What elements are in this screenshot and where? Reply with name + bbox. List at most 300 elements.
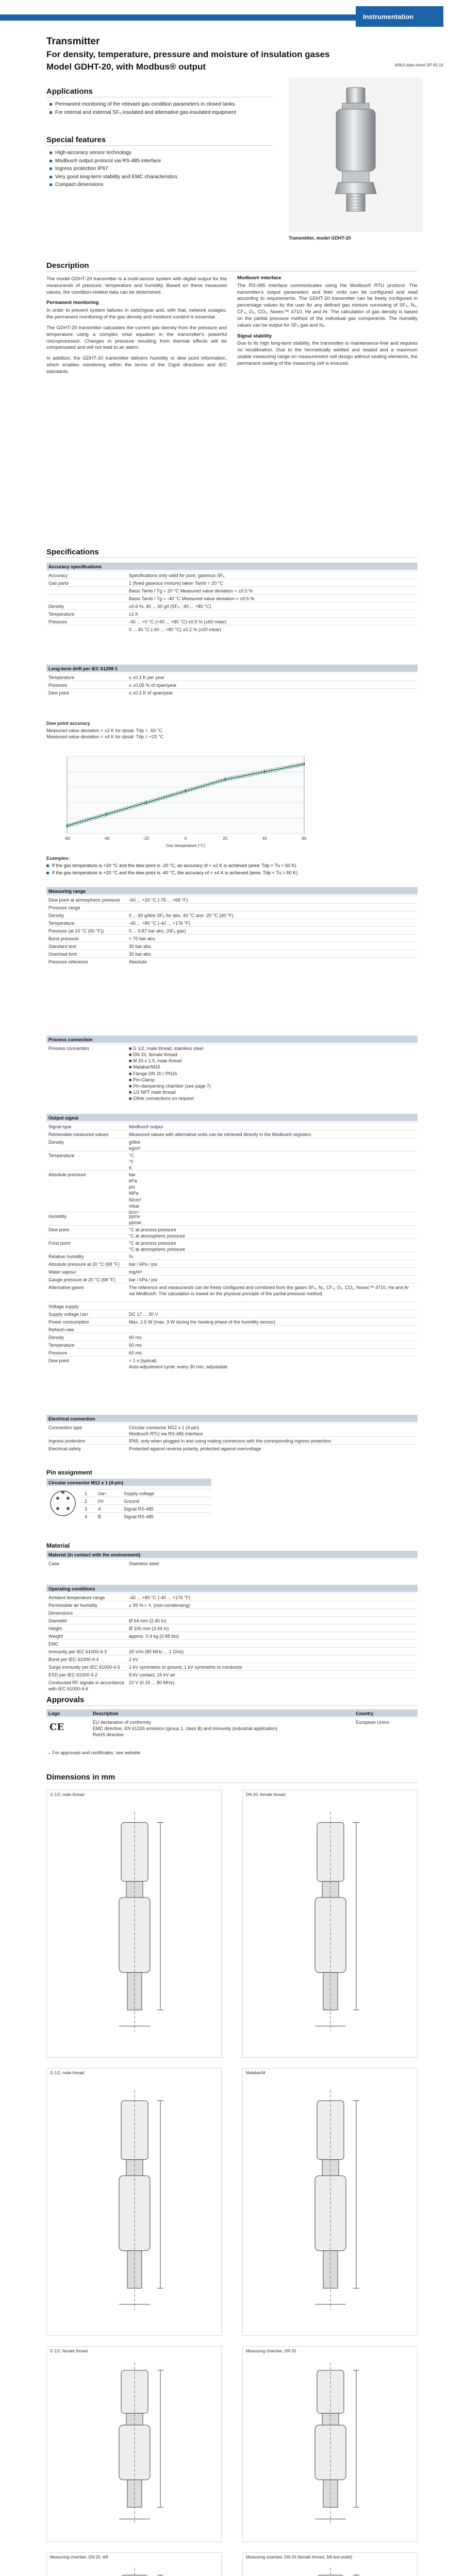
row-key: Dew point at atmospheric pressure [48,897,121,903]
drawing-label: Malabar/M [246,2071,266,2075]
pin-row [82,1497,211,1504]
row-key: Relative humidity [48,1254,84,1259]
data-point [303,763,305,765]
pin-pin: 4 [85,1514,88,1519]
x-tick-label: 0 [184,836,187,841]
title-block [46,35,366,73]
table-row [46,1333,418,1341]
list-item: ■ G 1/2, male thread, stainless steel [129,1046,204,1051]
pin-row [82,1512,211,1520]
pin-pin: 3 [85,1506,88,1512]
row-key: Humidity [48,1214,67,1219]
drawing-label: G 1/2, male thread [50,2071,85,2075]
table-row [46,1601,418,1608]
description-paragraph: The model GDHT-20 transmitter is a multi-sensor system with digital output for the measurands of pressure, temperature and humidity. Based on these measured values, the condition-related data can be determined. [46,276,227,295]
transmitter-illustration [289,77,423,232]
row-key: Temperature [48,921,75,926]
table-row [46,1260,418,1267]
dewpoint-heading: Dew point accuracy [46,721,90,726]
x-tick-label: -60 [64,836,70,841]
table-row [46,1239,418,1252]
description-paragraph: The GDHT-20 transmitter calculates the current gas density from the pressure and temperature using a complex virial equation in the transmitter's powerful microprocessor. Changes in pressure resulting from thermal effects will be compensated and will not lead to an alarm. [46,325,227,351]
row-key: Absolute pressure [48,1172,86,1177]
row-value: % [129,1254,134,1259]
row-value: g/litre kg/m³ [129,1140,141,1151]
row-value: bar / kPa / psi [129,1262,158,1267]
table-row [46,617,418,625]
material-heading: Material [46,1542,70,1549]
table-row [46,688,418,696]
pin-desc: Supply voltage [124,1491,155,1496]
list-item: If the gas temperature is +20 °C and the dew point is -20 °C, an accuracy of < ±2 K is achieved (area: Tdp < Tu = 60 K) [46,862,418,869]
page-subtitle: For density, temperature, pressure and moisture of insulation gases [46,49,330,59]
row-key: Power consumption [48,1319,90,1325]
row-key: Weight [48,1634,63,1639]
row-key: Supply voltage Ua+ [48,1312,89,1317]
dimensions-heading: Dimensions in mm [46,1773,115,1782]
list-item: ■ Malabar/M15 [129,1064,160,1070]
table-row [46,1593,418,1601]
list-item: ■ DN 20, female thread [129,1052,177,1058]
row-key: Density [48,1140,64,1145]
list-item: High-accuracy sensor technology [49,149,271,157]
row-key: Pressure reference [48,959,88,964]
row-value: Ø 100 mm (3.94 in) [129,1626,169,1631]
data-point [106,812,107,814]
list-item: For internal and external SF₆ insulated and alternative gas-insulated equipment [49,109,271,116]
row-key: Pressure [48,683,68,688]
table-row [46,681,418,688]
row-value: -60 ... +20 °C (-76 ... +68 °F) [129,897,188,903]
applications-heading: Applications [46,87,93,96]
table-row [46,1317,418,1325]
table-header: Measuring range [46,887,418,894]
row-value: 0 ... 40 °C (-40 ... +80 °C) ±0.2 % (±20 mbar) [129,627,221,632]
table-row [46,673,418,681]
x-tick-label: 40 [262,836,267,841]
row-value: ≤ 95 % r. h. (non-condensing) [129,1603,190,1608]
row-key: Electrical safety [48,1446,81,1451]
list-item: ■ Pin-dampening chamber (see page 7) [129,1083,211,1089]
row-key: Pressure [48,619,68,624]
list-item: Compact dimensions [49,181,271,189]
row-value: 1 kV symmetric to ground, 1 kV symmetric to conductor [129,1665,243,1670]
row-key: Dew point [48,1358,70,1363]
approvals-header [46,1709,418,1717]
sheet-reference: WIKA data sheet SP 60.16 [394,63,443,67]
data-point [185,789,186,790]
row-value: 30 bar abs. [129,952,153,957]
process-connection-options [129,1045,412,1101]
col-country: Country [356,1711,374,1716]
table-row [46,926,418,934]
row-value: approx. 0.4 kg (0.88 lbs) [129,1634,179,1639]
pin-row [82,1489,211,1497]
x-tick-label: 20 [223,836,228,841]
table-row [46,1608,418,1616]
row-value: 60 ms [129,1350,142,1355]
row-value: -40 ... +0 °C (+40 ... +80 °C) ±0.5 % (±60 mbar) [129,619,227,624]
table-row [46,919,418,926]
row-key: Pressure (at 10 °C (50 °F)) [48,928,104,934]
applications-list [49,101,271,117]
list-item: ■ Flange DN 20 / PN16 [129,1071,177,1076]
row-value: Max. 2.5 W (max. 3 W during the heating phase of the humidity sensor) [129,1319,276,1325]
dimension-drawing [242,2552,418,2576]
table-row [46,1678,418,1692]
table-row [46,1267,418,1275]
row-key: Dew point [48,690,70,696]
examples-list [46,862,418,877]
data-point [145,804,146,805]
category-tag: Instrumentation [356,6,443,27]
table-row [46,950,418,957]
table-header: Circular connector M12 x 1 (4-pin) [46,1479,211,1486]
dimension-drawing [242,1790,418,2058]
brand-bar [0,0,464,29]
table-row [46,1310,418,1317]
drawing-label: DN 20, female thread [246,1792,286,1797]
row-key: Refresh rate [48,1327,74,1332]
description-paragraph: The RS-485 interface communicates using the Modbus® RTU protocol. The transmitter's output parameters and their units can be configured and read according to requirements. The GDHT-20 transmitter can be freely configured in percentage values by the user for any defined gas mixture consisting of SF₆, N₂, CF₄, O₂, CO₂, Novec™ 4710, He and Ar. The calculation of gas density is based on the partial pressure method of the individual gas components. The humidity values can be output for SF₆ gas and N₂. [237,282,418,328]
list-item: Very good long-term stability and EMC characteristics [49,174,271,181]
description-subheading: Signal stability [237,333,272,339]
table-header: Accuracy specifications [46,563,418,570]
data-point [106,814,108,816]
table-row [46,1624,418,1632]
technical-drawing-icon [47,2347,222,2543]
x-tick-label: -40 [103,836,110,841]
row-key: Ambient temperature range [48,1595,105,1600]
dewpoint-text: Measured value deviation < ±2 K for dpsat: Tdp = -60 °C [46,728,162,733]
row-value: Stainless steel [129,1561,159,1566]
drawing-label: Measuring chamber, DN 20, left [50,2555,108,2560]
pin-sig: 0V [98,1499,104,1504]
dimension-drawing [242,2068,418,2336]
table-row [46,942,418,950]
table-row [46,1122,418,1130]
row-key: Burst per IEC 61000-4-4 [48,1657,99,1662]
table-row [46,571,418,579]
row-value: Ø 64 mm (2.45 in) [129,1618,167,1623]
pin-sig: B [98,1514,102,1519]
dewpoint-text: Measured value deviation < ±4 K for dpsat: Tdp = +20 °C [46,734,164,739]
row-key: Pressure range [48,905,80,910]
table-row [46,1302,418,1310]
row-key: Overload limit [48,952,77,957]
table-row [46,594,418,602]
row-value: Specifications only valid for pure, gaseous SF₆ [129,573,225,578]
row-value: ≤ ±0.2 K of span/year [129,690,173,696]
row-value: °C at process pressure °C at atmospheric pressure [129,1227,186,1239]
row-key: Signal type [48,1124,72,1129]
table-row [46,1325,418,1333]
list-item: ■ Pin-Clamp [129,1077,155,1082]
pin-pin: 1 [85,1491,88,1496]
technical-drawing-icon [243,2069,418,2336]
special-features-heading: Special features [46,135,106,144]
divider [46,1705,418,1706]
row-value: Basis Tamb / Tg = -40 °C Measured value deviation < ±0.5 % [129,596,255,601]
row-key: Dew point [48,1227,70,1232]
table-row [46,1655,418,1663]
pin-desc: Signal RS-485 [124,1514,154,1519]
table-header: Process connection [46,1036,418,1043]
description-right [237,275,418,371]
data-point [145,802,147,804]
technical-drawing-icon [47,1790,222,2058]
data-point [224,778,226,781]
table-row [46,1212,418,1225]
row-value: °C °F K [129,1153,135,1171]
row-value: Modbus® output [129,1124,163,1129]
table-row [46,1639,418,1647]
dimension-drawing [46,2552,222,2576]
row-key: EMC [48,1641,59,1647]
table-row [46,1138,418,1151]
chart-svg [46,746,325,849]
col-logo: Logo [48,1711,60,1716]
description-paragraph: In addition, the GDHT-20 transmitter delivers humidity or dew point information, which enables monitoring within the terms of the Cigré directives and IEC standards. [46,355,227,375]
row-key: Voltage supply [48,1304,79,1309]
row-value: IP65, only when plugged in and using mating connectors with the corresponding ingress protection [129,1438,332,1444]
table-row [46,625,418,633]
row-key: Immunity per IEC 61000-4-3 [48,1649,107,1654]
data-point [66,825,68,827]
table-row [46,1356,418,1369]
row-key: Temperature [48,675,75,680]
examples-label: Examples: [46,856,70,861]
data-point [67,824,68,825]
x-axis-label: Gas temperature (°C) [165,843,206,848]
row-value: 0 ... 9.87 bar abs, (SF₆ gas) [129,928,186,934]
brand-stripe [0,14,392,21]
row-key: Process connection [48,1046,89,1051]
list-item: Ingress protection IP67 [49,165,271,173]
table-header: Electrical connection [46,1415,418,1422]
row-key: Gas parts [48,581,69,586]
page-title: Transmitter [46,36,100,47]
row-key: Temperature [48,612,75,617]
table-row [46,1616,418,1624]
row-value: 8 kV contact, 15 kV air [129,1672,176,1677]
dimension-drawing [46,1790,222,2058]
row-value: 60 ms [129,1335,142,1340]
row-value: ppmv ppmw [129,1214,142,1226]
table-row [46,934,418,942]
pin-assignment-heading: Pin assignment [46,1469,92,1476]
divider [46,145,273,146]
table-row [46,895,418,903]
list-item: ■ M 20 x 1.5, male thread [129,1058,182,1064]
row-key: Gauge pressure at 20 °C (68 °F) [48,1277,115,1282]
row-key: Diameter [48,1618,68,1623]
approval-country: European Union [356,1720,390,1725]
table-header: Material (in contact with the environment) [46,1551,418,1558]
row-value: °C at process pressure °C at atmospheric pressure [129,1241,186,1252]
row-value: < 1 s (typical) Auto-adjustment cycle: every 30 min, adjustable [129,1358,228,1370]
row-value: bar kPa psi MPa N/cm² mbar lb/in² [129,1172,141,1215]
description-left [46,275,227,380]
data-point [185,792,186,793]
table-row [46,1130,418,1138]
x-tick-label: 60 [302,836,307,841]
data-point [225,777,226,778]
data-point [264,771,266,773]
m12-connector-icon [48,1489,77,1518]
drawing-label: G 1/2, female thread [50,2349,88,2353]
description-subheading: Modbus® interface [237,275,281,281]
row-value: 30 bar abs. [129,944,153,949]
row-value: Circular connector M12 x 1 (4-pin) Modbus® RTU via RS-485 interface [129,1425,203,1437]
table-row [46,1252,418,1260]
table-row [46,1170,418,1215]
pin-sig: Ua+ [98,1491,107,1496]
table-row [46,1632,418,1639]
row-key: Standard test [48,944,76,949]
row-value: DC 17 ... 30 V [129,1312,158,1317]
dewpoint-accuracy-chart [46,746,325,849]
table-header: Long-term drift per IEC 61298-1 [46,665,418,672]
dimension-drawing [46,2068,222,2336]
table-row [46,1341,418,1348]
approval-description: EU declaration of conformity EMC directive, EN 61326 emission (group 1, class B) and immunity (industrial application) RoHS directive [93,1720,278,1738]
pin-desc: Signal RS-485 [124,1506,154,1512]
row-key: Density [48,604,64,609]
row-value: > 70 bar abs. [129,936,156,941]
approvals-note: → For approvals and certificates, see website [46,1750,141,1755]
data-point [304,762,305,763]
row-key: Ingress protection [48,1438,86,1444]
description-paragraph: In order to prevent system failures in switchgear and, with that, network outages, the permanent monitoring of the gas density and moisture content is essential. [46,308,227,320]
pin-sig: A [98,1506,102,1512]
row-key: Surge immunity per IEC 61000-4-5 [48,1665,121,1670]
col-description: Description [93,1711,119,1716]
row-value: mg/m³ [129,1269,142,1275]
table-row [46,586,418,594]
drawing-label: Measuring chamber, DN 20 [246,2349,296,2353]
row-value: ±0.6 %, 40 ... 60 g/l (SF₆: -40 ... +80 °C) [129,604,211,609]
row-key: ESD per IEC 61000-4-2 [48,1672,98,1677]
divider [46,557,418,558]
pin-pin: 2 [85,1499,88,1504]
row-value: 10 V (0.15 ... 80 MHz) [129,1680,175,1685]
data-point [264,770,265,771]
table-row [46,1275,418,1283]
table-row [46,911,418,919]
row-key: Burst pressure [48,936,79,941]
row-value: Measured values with alternative units can be retrieved directly in the Modbus® registers [129,1132,311,1137]
product-caption: Transmitter, model GDHT-20 [289,235,351,241]
table-row [46,1348,418,1356]
pin-row [82,1504,211,1512]
data-point [67,827,68,828]
table-row [46,1670,418,1678]
row-key: Water vapour [48,1269,76,1275]
data-point [304,765,305,766]
row-key: Absolute pressure at 20 °C (68 °F) [48,1262,120,1267]
list-item: ■ 1/2 NPT male thread [129,1089,176,1095]
list-item: If the gas temperature is +20 °C and the dew point is -40 °C, the accuracy of < ±4 K is achieved (area: Tdp < Tu = 60 K) [46,870,418,876]
description-heading: Description [46,261,89,270]
table-header: Operating conditions [46,1585,418,1592]
row-key: Alternative gases [48,1285,85,1290]
list-item: Modbus® output protocol via RS-485 interface [49,158,271,165]
table-row [46,579,418,586]
table-row [46,609,418,617]
row-value: 1 (fixed gaseous mixture) taken Tamb = 20 °C [129,581,223,586]
drawing-label: Measuring chamber, DN 20 (female thread, 3/8 test outlet) [246,2555,353,2560]
table-row [46,1663,418,1670]
row-key: Connection type [48,1425,82,1430]
row-key: Permissible air humidity [48,1603,98,1608]
x-tick-label: -20 [143,836,150,841]
dimension-drawing [242,2346,418,2542]
row-value: ±1 K [129,612,139,617]
table-row [46,1423,418,1436]
row-key: Height [48,1626,62,1631]
table-row [46,1559,418,1567]
product-photo [289,77,423,232]
approvals-heading: Approvals [46,1696,85,1704]
row-value: ≤ ±0.05 % of span/year [129,683,177,688]
divider [46,271,418,272]
technical-drawing-icon [243,2347,418,2543]
table-row [46,1283,418,1302]
technical-drawing-icon [47,2553,222,2576]
data-point [106,816,107,817]
row-value: The reference and measurands can be freely configured and combined from the gases SF₆, N₂, CF₄, O₂, CO₂, Novec™ 4710, He and Ar via Modbus®. The calculation is based on the physical principle of the partial pressure method. [129,1285,409,1297]
technical-drawing-icon [243,2553,418,2576]
approval-row [46,1718,418,1741]
ce-mark-icon: CE [49,1722,64,1733]
description-subheading: Permanent monitoring [46,300,99,306]
row-value: -40 ... +80 °C (-40 ... +176 °F) [129,921,191,926]
row-value: 20 V/m (80 MHz ... 1 GHz) [129,1649,184,1654]
row-value: 2 kV [129,1657,139,1662]
row-key: Pressure [48,1350,68,1355]
data-point [264,773,265,774]
row-key: Case [48,1561,60,1566]
technical-drawing-icon [47,2069,222,2336]
row-value: 0 ... 60 g/litre SF₆ for abs. 40 °C and -20 °C (40 °F) [129,913,234,918]
special-features-list [49,149,271,190]
data-point [225,781,226,782]
dimension-drawing [46,2346,222,2542]
row-value: Protected against reverse polarity, protected against overvoltage [129,1446,261,1451]
list-item: Permanent monitoring of the relevant gas condition parameters in closed tanks [49,101,271,108]
row-key: Temperature [48,1343,75,1348]
row-key: Temperature [48,1153,75,1158]
data-point [145,801,146,802]
process-connection-row [46,1044,418,1101]
table-row [46,1151,418,1170]
row-key: Retrievable measured values [48,1132,109,1137]
row-key: Conducted RF signals in accordance with IEC 61000-4-6 [48,1680,125,1692]
pin-desc: Ground [124,1499,140,1504]
row-key: Density [48,913,64,918]
table-row [46,1647,418,1655]
row-value: ≤ ±0.1 K per year [129,675,164,680]
list-item: ■ Other connections on request [129,1096,194,1101]
table-header: Output signal [46,1114,418,1121]
table-row [46,903,418,911]
row-value: -40 ... +80 °C (-40 ... +176 °F) [129,1595,191,1600]
data-point [185,790,187,792]
row-value: Basis Tamb / Tg = 20 °C Measured value deviation < ±0.5 % [129,588,253,594]
row-key: Accuracy [48,573,68,578]
description-paragraph: Due to its high long-term stability, the transmitter is maintenance-free and requires no recalibration. Due to the hermetically welded and sealed and a maximum usable measuring range on measurement cell design without sealing elements, the permanent sealing of the measuring cell is ensured. [237,341,418,366]
